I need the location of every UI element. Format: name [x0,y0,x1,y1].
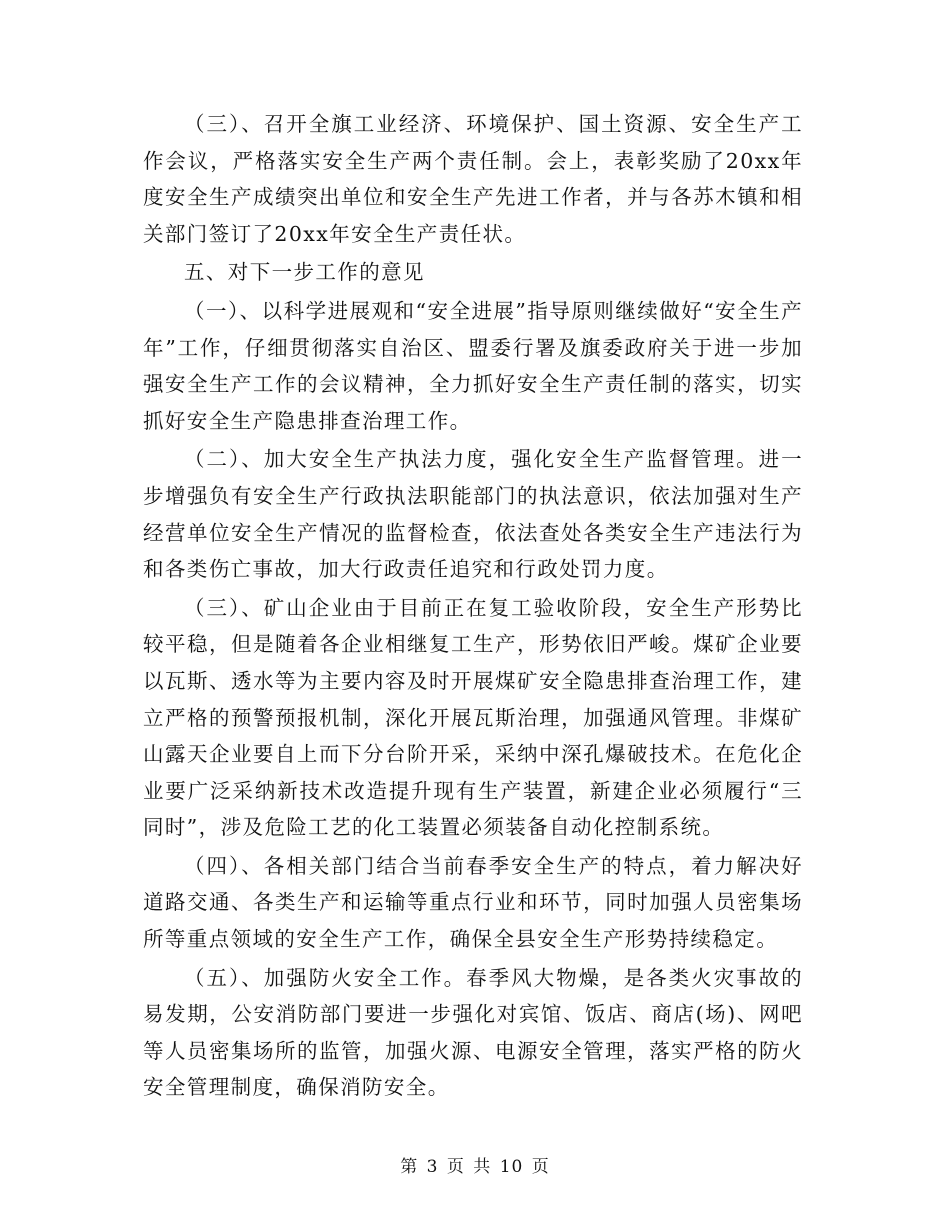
paragraph-item-2: （二）、加大安全生产执法力度，强化安全生产监督管理。进一步增强负有安全生产行政执法职能部门的执法意识，依法加强对生产经营单位安全生产情况的监督检查，依法查处各类安全生产违法行为和各类伤亡事故，加大行政责任追究和行政处罚力度。 [143,447,803,582]
footer-suffix: 页 [531,1157,550,1177]
section-heading-next-steps: 五、对下一步工作的意见 [184,260,425,285]
footer-current-page: 3 [426,1157,439,1177]
paragraph-item-3: （三）、矿山企业由于目前正在复工验收阶段，安全生产形势比较平稳，但是随着各企业相继复工生产，形势依旧严峻。煤矿企业要以瓦斯、透水等为主要内容及时开展煤矿安全隐患排查治理工作，建立严格的预警预报机制，深化开展瓦斯治理，加强通风管理。非煤矿山露天企业要自上而下分台阶开采，采纳中深孔爆破技术。在危化企业要广泛采纳新技术改造提升现有生产装置，新建企业必须履行“三同时”，涉及危险工艺的化工装置必须装备自动化控制系统。 [143,595,803,840]
footer-total-word: 共 [473,1157,492,1177]
footer-prefix: 第 [400,1157,419,1177]
paragraph-item-5: （五）、加强防火安全工作。春季风大物燥，是各类火灾事故的易发期，公安消防部门要进一步强化对宾馆、饭店、商店(场)、网吧等人员密集场所的监管，加强火源、电源安全管理，落实严格的防火安全管理制度，确保消防安全。 [143,965,803,1100]
paragraph-meeting: （三）、召开全旗工业经济、环境保护、国土资源、安全生产工作会议，严格落实安全生产两个责任制。会上，表彰奖励了20xx年度安全生产成绩突出单位和安全生产先进工作者，并与各苏木镇和相关部门签订了20xx年安全生产责任状。 [143,112,803,246]
footer-page-word: 页 [446,1157,465,1177]
paragraph-item-4: （四）、各相关部门结合当前春季安全生产的特点，着力解决好道路交通、各类生产和运输等重点行业和环节，同时加强人员密集场所等重点领域的安全生产工作，确保全县安全生产形势持续稳定。 [143,853,803,952]
page-footer [0,1152,950,1177]
paragraph-item-1: （一）、以科学进展观和“安全进展”指导原则继续做好“安全生产年”工作，仔细贯彻落实自治区、盟委行署及旗委政府关于进一步加强安全生产工作的会议精神，全力抓好安全生产责任制的落实，切实抓好安全生产隐患排查治理工作。 [143,298,803,433]
document-body [143,106,803,1108]
footer-total-pages: 10 [499,1157,524,1177]
